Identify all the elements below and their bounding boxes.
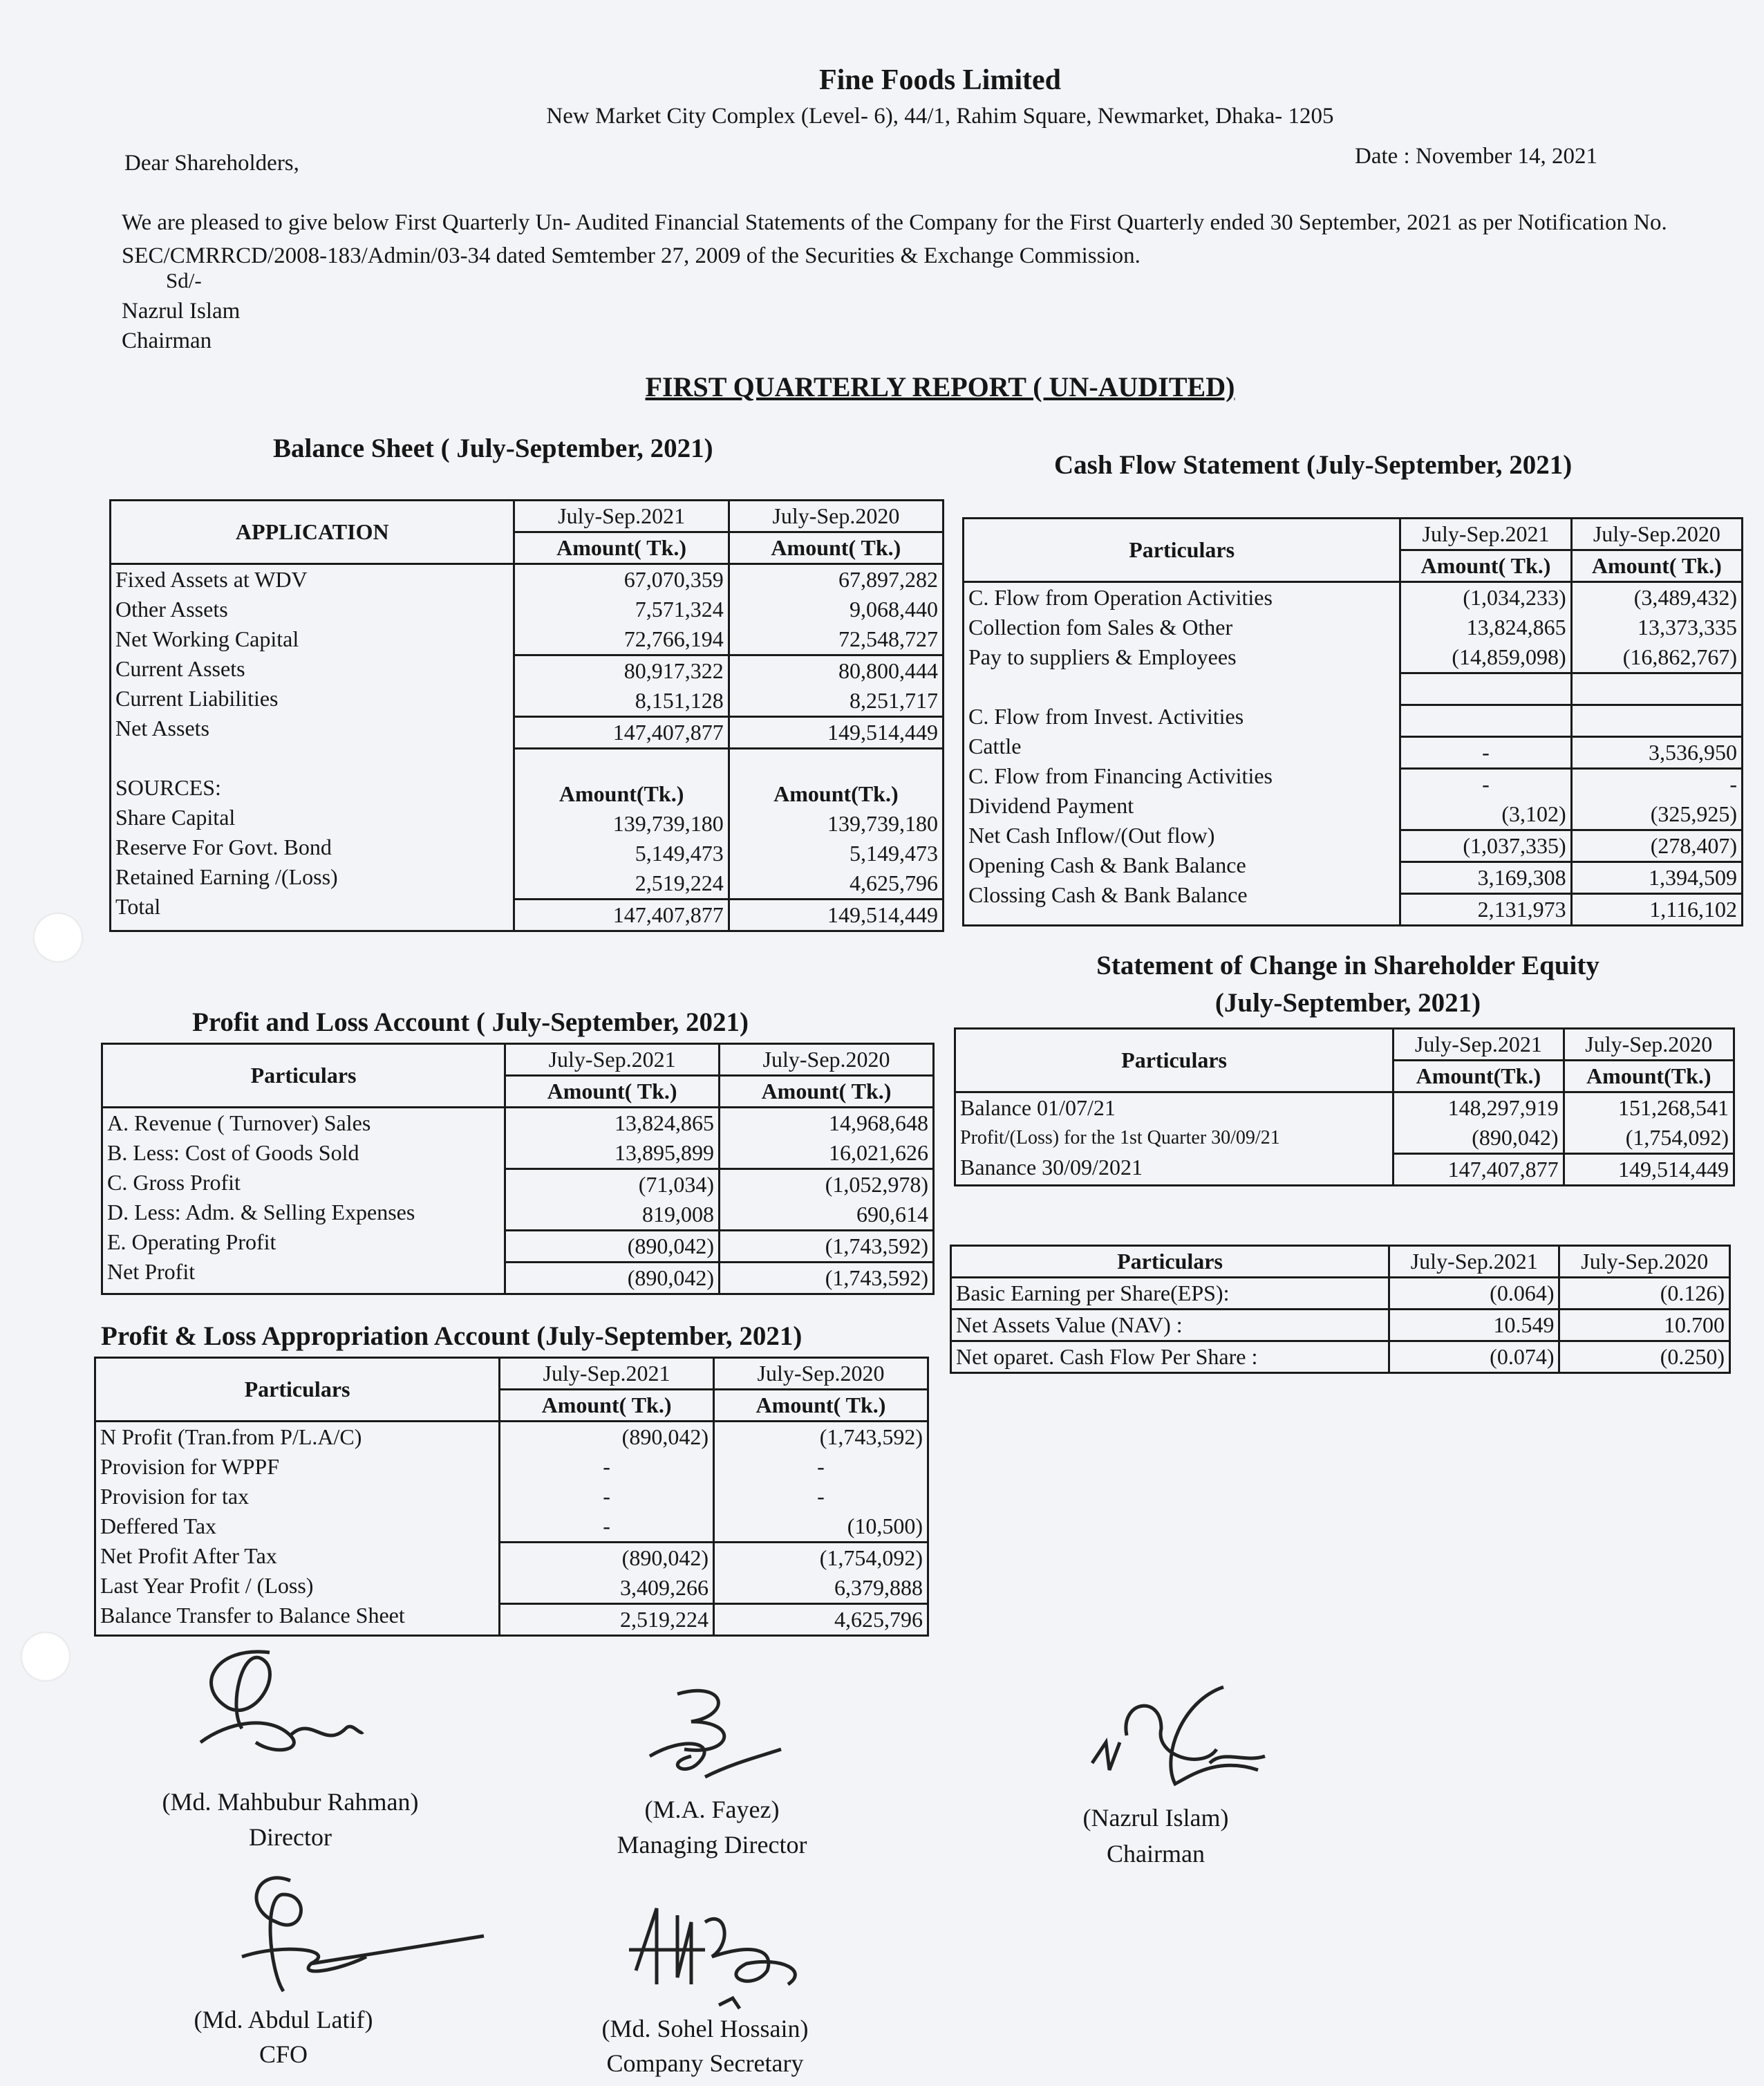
values-2020 <box>729 564 943 931</box>
col-2020: July-Sep.2020 <box>720 1044 934 1076</box>
col-2021: July-Sep.2021 <box>505 1044 720 1076</box>
row-label: Net Working Capital <box>115 626 299 651</box>
row-label: Provision for tax <box>100 1484 250 1509</box>
chairman-signature <box>1078 1673 1272 1805</box>
value-cell: - <box>1401 736 1570 767</box>
values-2020 <box>720 1108 934 1294</box>
row-label: Dividend Payment <box>968 793 1134 818</box>
row-label: Profit/(Loss) for the 1st Quarter 30/09/21 <box>960 1127 1280 1148</box>
value-cell: (0.064) <box>1389 1278 1559 1310</box>
value-cell: 3,536,950 <box>1573 736 1741 767</box>
value-cell: (890,042) <box>506 1261 718 1293</box>
row-label: Pay to suppliers & Employees <box>968 644 1237 669</box>
values-2020 <box>1564 1092 1734 1186</box>
value-cell: 6,379,888 <box>834 1575 923 1600</box>
intro-paragraph: We are pleased to give below First Quarterly Un- Audited Financial Statements of the Company for the First Quarterly ended 30 September, 2021 as per Notification No. SEC/CMRRCD/2008-183/Admin/03-34 dated Semtember 27, 2009 of the Securities & Exchange Commission. <box>122 210 1667 268</box>
values-2021 <box>1400 582 1571 926</box>
company-address: New Market City Complex (Level- 6), 44/1, Rahim Square, Newmarket, Dhaka- 1205 <box>546 104 1334 129</box>
row-label: Net Profit <box>107 1259 196 1284</box>
row-label: Balance Transfer to Balance Sheet <box>100 1603 405 1628</box>
salutation: Dear Shareholders, <box>124 151 299 176</box>
value-cell: - <box>603 1514 610 1538</box>
col-2020: July-Sep.2020 <box>1559 1246 1730 1278</box>
row-label: B. Less: Cost of Goods Sold <box>107 1140 359 1165</box>
col-unit: Amount(Tk.) <box>1394 1061 1564 1092</box>
row-label: Fixed Assets at WDV <box>115 567 308 592</box>
application-labels <box>111 564 514 931</box>
value-cell: (3,489,432) <box>1633 585 1737 610</box>
row-label: Clossing Cash & Bank Balance <box>968 882 1248 907</box>
equity-subtitle: (July-September, 2021) <box>1214 988 1481 1018</box>
value-cell: 147,407,877 <box>1394 1153 1562 1184</box>
row-label: Reserve For Govt. Bond <box>115 835 332 859</box>
col-particulars: Particulars <box>951 1246 1389 1278</box>
value-cell: 10.700 <box>1559 1310 1730 1341</box>
col-particulars: Particulars <box>964 519 1400 582</box>
value-cell: 67,897,282 <box>838 567 938 592</box>
col-unit: Amount( Tk.) <box>1571 550 1742 582</box>
value-cell: 1,116,102 <box>1573 893 1741 924</box>
value-cell: 147,407,877 <box>515 716 727 747</box>
value-cell: (1,052,978) <box>720 1168 932 1200</box>
col-particulars: Particulars <box>102 1044 505 1108</box>
appropriation-labels <box>95 1422 500 1636</box>
value-cell: 16,021,626 <box>829 1140 928 1165</box>
value-cell: 14,968,648 <box>829 1110 928 1135</box>
row-label: Current Liabilities <box>115 686 279 711</box>
value-cell: 139,739,180 <box>612 811 724 836</box>
col-unit: Amount( Tk.) <box>720 1076 934 1108</box>
value-cell: 13,895,899 <box>614 1140 715 1165</box>
value-cell: 72,766,194 <box>623 626 724 651</box>
row-label: Banance 30/09/2021 <box>960 1155 1143 1180</box>
signatory-title: Company Secretary <box>606 2049 804 2077</box>
row-label: Collection fom Sales & Other <box>968 615 1233 640</box>
value-cell: (1,743,592) <box>720 1229 932 1261</box>
profit-loss-table <box>101 1043 935 1295</box>
value-cell: (278,407) <box>1573 829 1741 861</box>
col-unit: Amount( Tk.) <box>500 1390 714 1422</box>
value-cell: 5,149,473 <box>635 841 724 866</box>
value-cell: 3,169,308 <box>1401 861 1570 893</box>
col-unit: Amount(Tk.) <box>773 781 899 806</box>
value-cell: 10.549 <box>1389 1310 1559 1341</box>
signatory-title: Chairman <box>1107 1840 1205 1868</box>
col-2020: July-Sep.2020 <box>729 501 943 532</box>
value-cell: (3,102) <box>1501 801 1566 826</box>
row-label: Total <box>115 894 161 919</box>
value-cell: (1,743,592) <box>720 1261 932 1293</box>
value-cell: 690,614 <box>856 1202 928 1227</box>
signatory-name: (Md. Sohel Hossain) <box>601 2015 809 2042</box>
row-label: Balance 01/07/21 <box>960 1095 1116 1120</box>
value-cell <box>1573 704 1741 736</box>
equity-table <box>954 1027 1735 1186</box>
row-label <box>964 672 1399 702</box>
value-cell <box>1401 672 1570 704</box>
row-label: Net Assets <box>115 716 209 741</box>
value-cell: (890,042) <box>506 1229 718 1261</box>
value-cell: - <box>817 1484 825 1509</box>
value-cell <box>1401 704 1570 736</box>
cash-flow-title: Cash Flow Statement (July-September, 2021) <box>1054 450 1573 480</box>
row-label: C. Flow from Financing Activities <box>968 763 1273 788</box>
signatory-name: (M.A. Fayez) <box>644 1796 780 1823</box>
signatory-name: (Nazrul Islam) <box>1082 1804 1229 1832</box>
appropriation-title: Profit & Loss Appropriation Account (July-September, 2021) <box>101 1321 803 1351</box>
row-label: E. Operating Profit <box>107 1229 276 1254</box>
value-cell: 5,149,473 <box>850 841 938 866</box>
signer-title: Chairman <box>122 328 212 353</box>
value-cell: (0.126) <box>1559 1278 1730 1310</box>
spacer <box>730 747 942 779</box>
profit-loss-labels <box>102 1108 505 1294</box>
row-label: Current Assets <box>115 656 245 681</box>
signer-name: Nazrul Islam <box>122 299 241 324</box>
signatory-title: Managing Director <box>617 1831 807 1859</box>
value-cell: (16,862,767) <box>1622 644 1737 669</box>
punch-hole <box>33 913 83 962</box>
punch-hole <box>21 1632 71 1682</box>
value-cell: (10,500) <box>847 1514 923 1538</box>
col-2021: July-Sep.2021 <box>1400 519 1571 550</box>
value-cell: 80,917,322 <box>515 654 727 686</box>
row-label: A. Revenue ( Turnover) Sales <box>107 1110 371 1135</box>
spacer <box>515 747 727 779</box>
col-unit: Amount(Tk.) <box>1564 1061 1734 1092</box>
col-particulars: Particulars <box>955 1029 1394 1092</box>
values-2021 <box>514 564 729 931</box>
letter-date: Date : November 14, 2021 <box>1355 144 1597 169</box>
value-cell: (71,034) <box>506 1168 718 1200</box>
row-label: Retained Earning /(Loss) <box>115 864 338 889</box>
value-cell: - <box>1401 767 1570 799</box>
value-cell: 4,625,796 <box>715 1603 927 1635</box>
value-cell: 2,519,224 <box>500 1603 713 1635</box>
value-cell: 2,131,973 <box>1401 893 1570 924</box>
col-unit: Amount( Tk.) <box>713 1390 928 1422</box>
signatory-name: (Md. Mahbubur Rahman) <box>162 1788 419 1816</box>
values-2021 <box>500 1422 714 1636</box>
value-cell: - <box>603 1484 610 1509</box>
balance-sheet-title: Balance Sheet ( July-September, 2021) <box>273 434 713 463</box>
col-unit: Amount( Tk.) <box>505 1076 720 1108</box>
row-label: Net oparet. Cash Flow Per Share : <box>951 1341 1389 1373</box>
value-cell: 819,008 <box>642 1202 715 1227</box>
profit-loss-title: Profit and Loss Account ( July-September, 2021) <box>192 1007 749 1037</box>
value-cell: 149,514,449 <box>1565 1153 1733 1184</box>
col-unit: Amount(Tk.) <box>559 781 684 806</box>
row-label: N Profit (Tran.from P/L.A/C) <box>100 1424 362 1449</box>
value-cell: 8,151,128 <box>635 688 724 713</box>
value-cell: 67,070,359 <box>623 567 724 592</box>
row-label: C. Gross Profit <box>107 1170 241 1195</box>
col-2021: July-Sep.2021 <box>514 501 729 532</box>
row-label: Provision for WPPF <box>100 1454 280 1479</box>
value-cell: 149,514,449 <box>730 716 942 747</box>
value-cell: 72,548,727 <box>838 626 938 651</box>
report-title: FIRST QUARTERLY REPORT ( UN-AUDITED) <box>645 371 1235 402</box>
director-signature <box>187 1632 366 1770</box>
value-cell: 151,268,541 <box>1618 1095 1729 1120</box>
value-cell: - <box>603 1454 610 1479</box>
value-cell: (325,925) <box>1650 801 1737 826</box>
col-2020: July-Sep.2020 <box>1564 1029 1734 1061</box>
values-2020 <box>1571 582 1742 926</box>
col-application: APPLICATION <box>111 501 514 564</box>
values-2021 <box>1394 1092 1564 1186</box>
row-label: Opening Cash & Bank Balance <box>968 853 1246 877</box>
signatory-name: (Md. Abdul Latif) <box>194 2006 373 2033</box>
col-unit: Amount( Tk.) <box>729 532 943 564</box>
col-particulars: Particulars <box>95 1358 500 1422</box>
value-cell: (1,743,592) <box>819 1424 923 1449</box>
ratios-table <box>950 1245 1731 1374</box>
equity-labels <box>955 1092 1394 1186</box>
value-cell: (0.074) <box>1389 1341 1559 1373</box>
managing-director-signature <box>622 1680 788 1791</box>
col-2021: July-Sep.2021 <box>500 1358 714 1390</box>
row-label: Deffered Tax <box>100 1514 217 1538</box>
values-2021 <box>505 1108 720 1294</box>
row-label: Basic Earning per Share(EPS): <box>951 1278 1389 1310</box>
value-cell: 139,739,180 <box>827 811 938 836</box>
value-cell: 8,251,717 <box>850 688 938 713</box>
value-cell: 13,824,865 <box>1466 615 1566 640</box>
value-cell: (890,042) <box>1472 1125 1559 1150</box>
value-cell: (890,042) <box>500 1541 713 1573</box>
col-unit: Amount( Tk.) <box>514 532 729 564</box>
col-2020: July-Sep.2020 <box>1571 519 1742 550</box>
signatory-title: CFO <box>259 2040 308 2068</box>
cash-flow-table <box>962 517 1743 926</box>
value-cell: - <box>1573 767 1741 799</box>
row-label: Other Assets <box>115 597 228 622</box>
col-unit: Amount( Tk.) <box>1400 550 1571 582</box>
value-cell: 13,373,335 <box>1638 615 1737 640</box>
value-cell: 4,625,796 <box>850 870 938 895</box>
value-cell: - <box>817 1454 825 1479</box>
value-cell: (1,754,092) <box>715 1541 927 1573</box>
col-2020: July-Sep.2020 <box>713 1358 928 1390</box>
value-cell: (1,754,092) <box>1625 1125 1729 1150</box>
value-cell: (1,037,335) <box>1401 829 1570 861</box>
row-label: D. Less: Adm. & Selling Expenses <box>107 1200 415 1224</box>
cfo-signature <box>228 1867 491 2005</box>
company-secretary-signature <box>615 1894 816 2012</box>
value-cell: 1,394,509 <box>1573 861 1741 893</box>
value-cell: 3,409,266 <box>619 1575 709 1600</box>
sources-label: SOURCES: <box>115 775 221 800</box>
value-cell: 148,297,919 <box>1447 1095 1559 1120</box>
value-cell: 149,514,449 <box>730 898 942 930</box>
col-2021: July-Sep.2021 <box>1394 1029 1564 1061</box>
value-cell <box>1573 672 1741 704</box>
company-name: Fine Foods Limited <box>818 64 1061 96</box>
row-label: Share Capital <box>115 805 236 830</box>
value-cell: (1,034,233) <box>1463 585 1566 610</box>
value-cell: 2,519,224 <box>635 870 724 895</box>
signatory-title: Director <box>249 1823 332 1851</box>
value-cell: 147,407,877 <box>515 898 727 930</box>
row-label: C. Flow from Invest. Activities <box>968 704 1244 729</box>
spacer <box>111 743 513 773</box>
row-label: Net Cash Inflow/(Out flow) <box>968 823 1215 848</box>
value-cell: 7,571,324 <box>635 597 724 622</box>
cash-flow-labels <box>964 582 1400 926</box>
value-cell: (0.250) <box>1559 1341 1730 1373</box>
equity-title: Statement of Change in Shareholder Equity <box>1096 951 1599 980</box>
row-label: Cattle <box>968 734 1022 758</box>
value-cell: 80,800,444 <box>730 654 942 686</box>
row-label: Net Profit After Tax <box>100 1543 277 1568</box>
row-label: C. Flow from Operation Activities <box>968 585 1273 610</box>
value-cell: (14,859,098) <box>1452 644 1566 669</box>
value-cell: (890,042) <box>621 1424 709 1449</box>
row-label: Last Year Profit / (Loss) <box>100 1573 314 1598</box>
values-2020 <box>713 1422 928 1636</box>
signed-mark: Sd/- <box>166 268 202 292</box>
value-cell: 9,068,440 <box>850 597 938 622</box>
value-cell: 13,824,865 <box>614 1110 715 1135</box>
col-2021: July-Sep.2021 <box>1389 1246 1559 1278</box>
balance-sheet-table <box>109 499 944 932</box>
appropriation-table <box>94 1357 929 1637</box>
row-label: Net Assets Value (NAV) : <box>951 1310 1389 1341</box>
